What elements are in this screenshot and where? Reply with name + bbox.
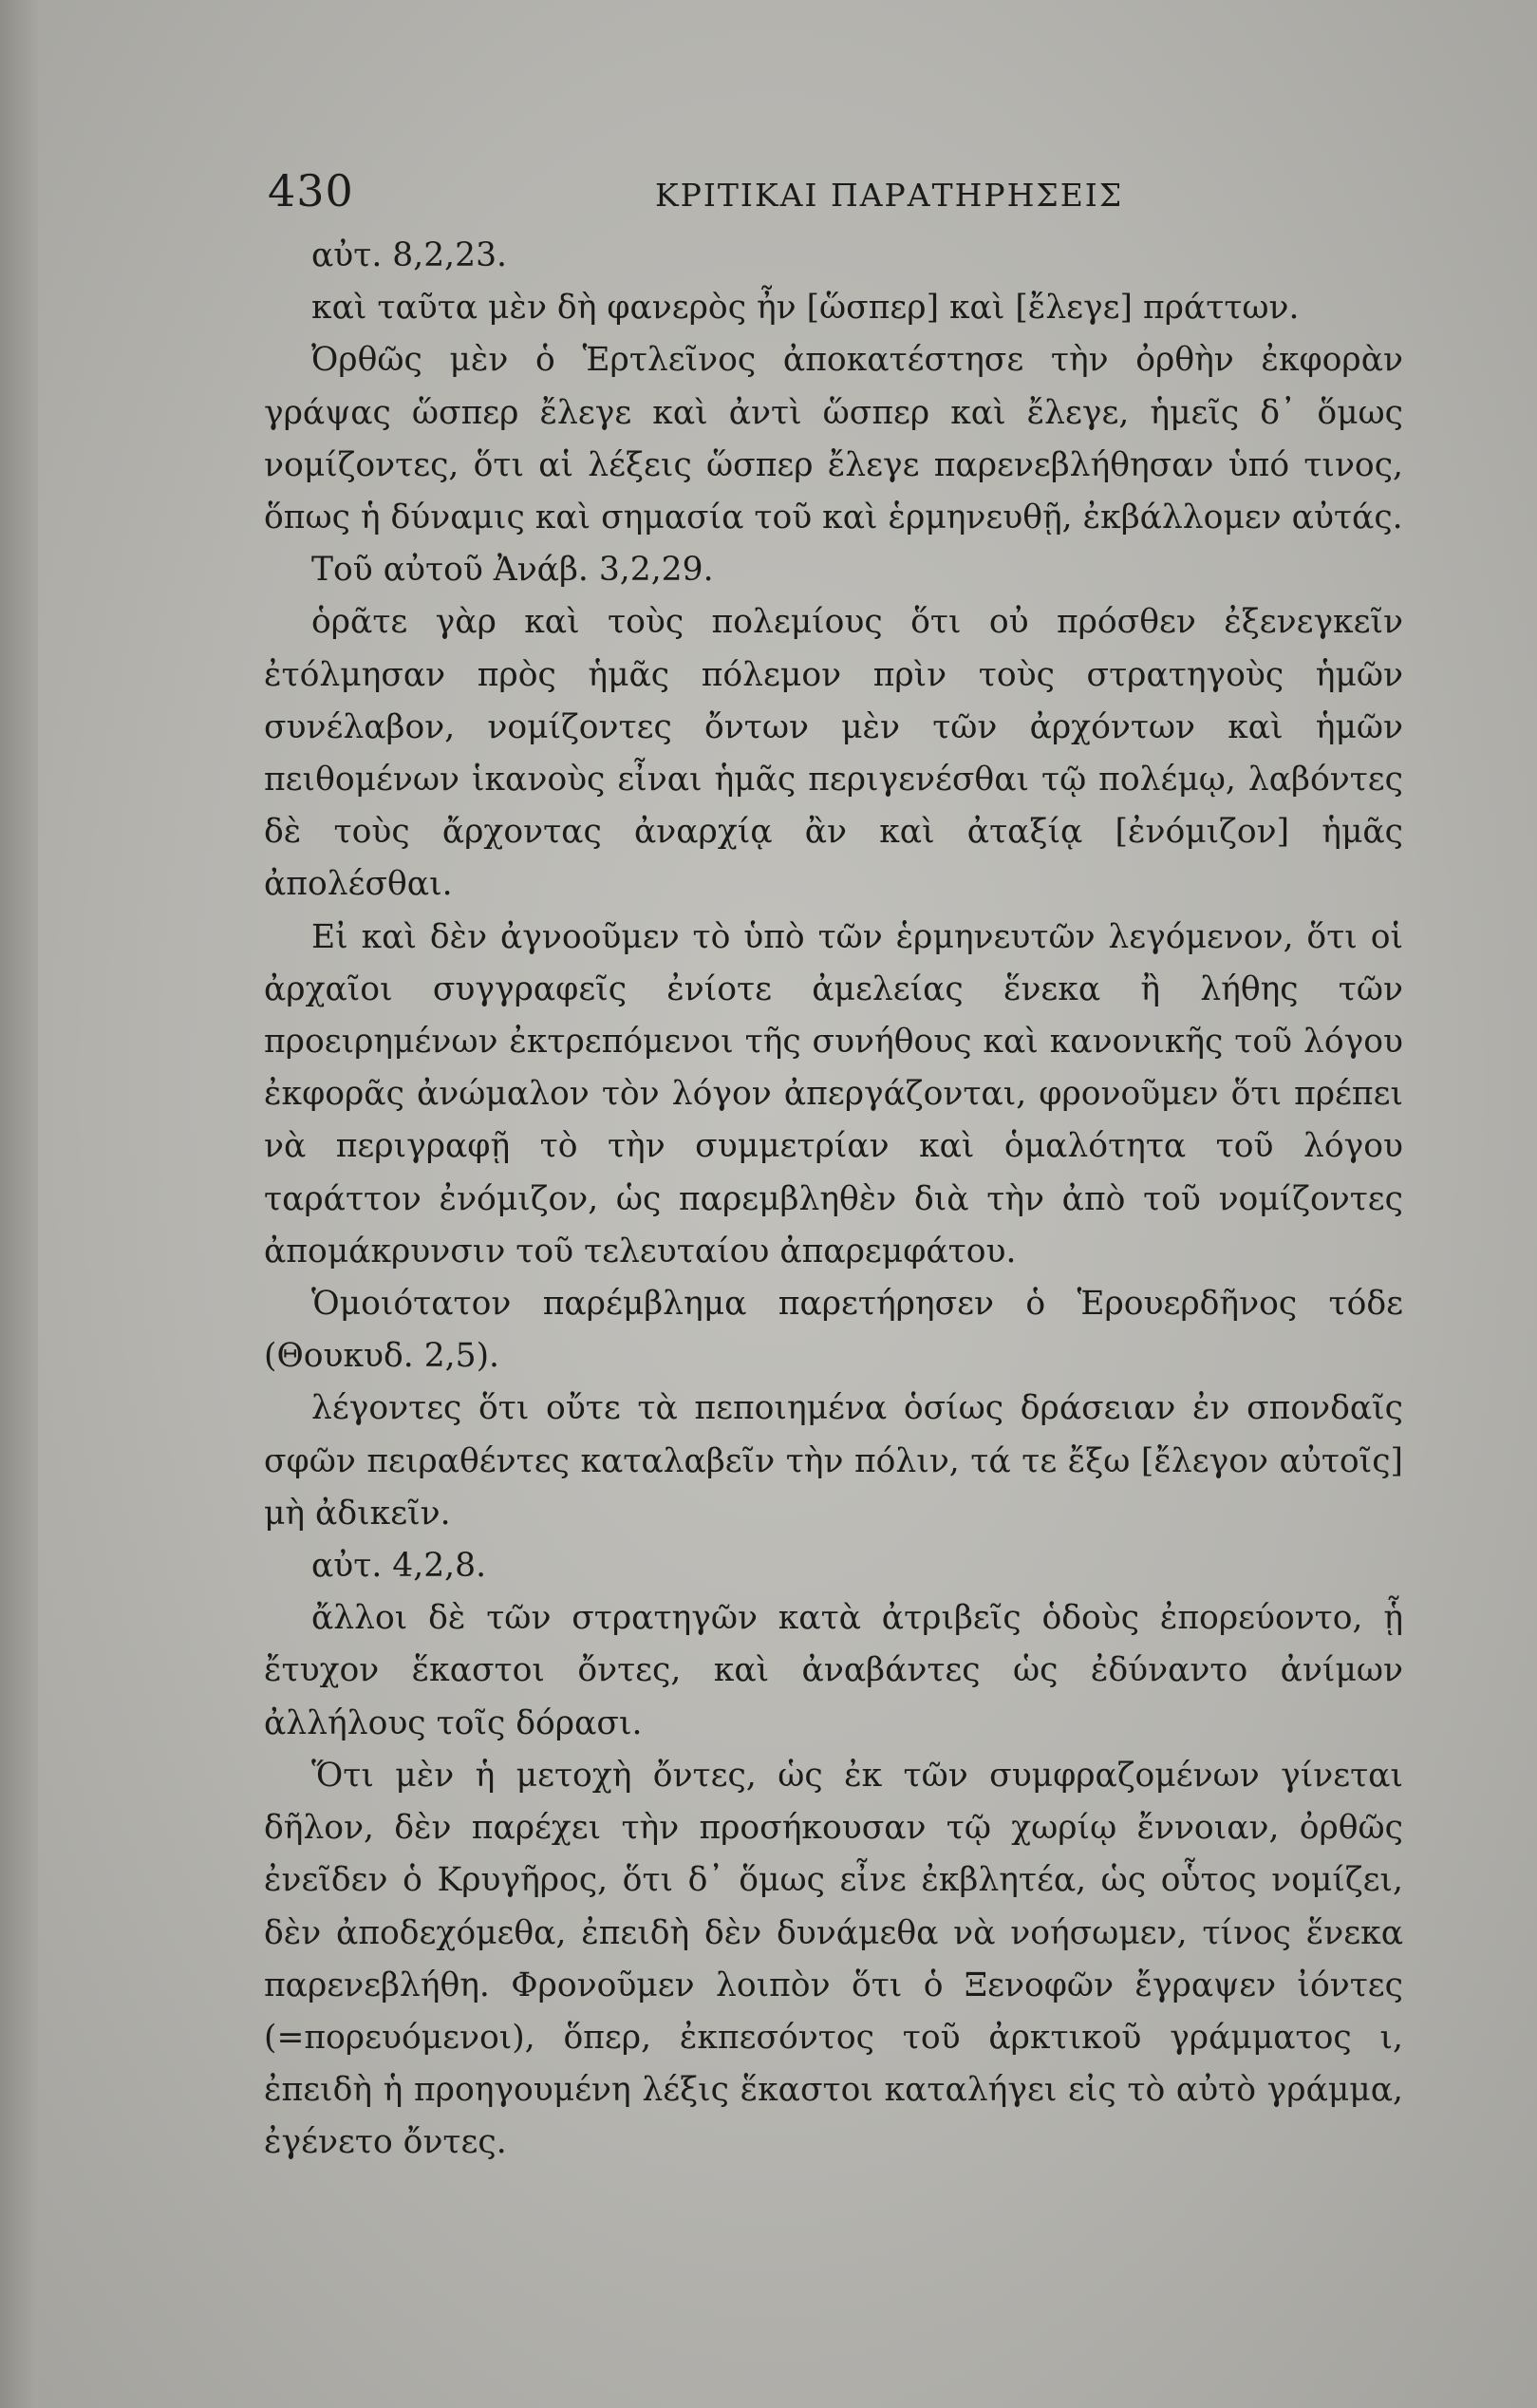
citation: αὐτ. 4,2,8. xyxy=(311,1547,487,1586)
citation: αὐτ. 8,2,23. xyxy=(311,236,507,274)
commentary-paragraph: Ὁμοιότατον παρέμβλημα παρετήρησεν ὁ Ἑρουερδῆνος τόδε (Θουκυδ. 2,5). xyxy=(264,1285,1403,1376)
page-number: 430 xyxy=(268,165,354,216)
commentary-paragraph: Ὅτι μὲν ἡ μετοχὴ ὄντες, ὡς ἐκ τῶν συμφραζομένων γίνεται δῆλον, δὲν παρέχει τὴν προσήκουσαν τῷ χωρίῳ ἔννοιαν, ὀρθῶς ἐνεῖδεν ὁ Κρυγῆρος, ὅτι δ᾽ ὅμως εἶνε ἐκβλητέα, ὡς οὗτος νομίζει, δὲν ἀποδεχόμεθα, ἐπειδὴ δὲν δυνάμεθα νὰ νοήσωμεν, τίνος ἕνεκα παρενεβλήθη. Φρονοῦμεν λοιπὸν ὅτι ὁ Ξενοφῶν ἔγραψεν ἰόντες (=πορευόμενοι), ὅπερ, ἐκπεσόντος τοῦ ἀρκτικοῦ γράμματος ι, ἐπειδὴ ἡ προηγουμένη λέξις ἕκαστοι καταλήγει εἰς τὸ αὐτὸ γράμμα, ἐγένετο ὄντες. xyxy=(264,1756,1403,2162)
page-header xyxy=(264,163,1403,230)
page-content xyxy=(264,163,1403,2170)
commentary-paragraph: Ὀρθῶς μὲν ὁ Ἑρτλεῖνος ἀποκατέστησε τὴν ὀρθὴν ἐκφορὰν γράψας ὥσπερ ἔλεγε καὶ ἀντὶ ὥσπερ καὶ ἔλεγε, ἡμεῖς δ᾽ ὅμως νομίζοντες, ὅτι αἱ λέξεις ὥσπερ ἔλεγε παρενεβλήθησαν ὑπό τινος, ὅπως ἡ δύναμις καὶ σημασία τοῦ καὶ ἑρμηνευθῇ, ἐκβάλλομεν αὐτάς. xyxy=(264,341,1403,537)
page-spine-shadow xyxy=(0,0,38,2408)
quotation: ὁρᾶτε γὰρ καὶ τοὺς πολεμίους ὅτι οὐ πρόσθεν ἐξενεγκεῖν ἐτόλμησαν πρὸς ἡμᾶς πόλεμον πρὶν τοὺς στρατηγοὺς ἡμῶν συνέλαβον, νομίζοντες ὄντων μὲν τῶν ἀρχόντων καὶ ἡμῶν πειθομένων ἱκανοὺς εἶναι ἡμᾶς περιγενέσθαι τῷ πολέμῳ, λαβόντες δὲ τοὺς ἄρχοντας ἀναρχίᾳ ἂν καὶ ἀταξίᾳ [ἐνόμιζον] ἡμᾶς ἀπολέσθαι. xyxy=(264,603,1403,904)
running-head: ΚΡΙΤΙΚΑΙ ΠΑΡΑΤΗΡΗΣΕΙΣ xyxy=(655,177,1124,214)
commentary-paragraph: Εἰ καὶ δὲν ἀγνοοῦμεν τὸ ὑπὸ τῶν ἑρμηνευτῶν λεγόμενον, ὅτι οἱ ἀρχαῖοι συγγραφεῖς ἐνίοτε ἀμελείας ἕνεκα ἢ λήθης τῶν προειρημένων ἐκτρεπόμενοι τῆς συνήθους καὶ κανονικῆς τοῦ λόγου ἐκφορᾶς ἀνώμαλον τὸν λόγον ἀπεργάζονται, φρονοῦμεν ὅτι πρέπει νὰ περιγραφῇ τὸ τὴν συμμετρίαν καὶ ὁμαλότητα τοῦ λόγου ταράττον ἐνόμιζον, ὡς παρεμβληθὲν διὰ τὴν ἀπὸ τοῦ νομίζοντες ἀπομάκρυνσιν τοῦ τελευταίου ἀπαρεμφάτου. xyxy=(264,917,1403,1270)
citation: Τοῦ αὐτοῦ Ἀνάβ. 3,2,29. xyxy=(311,551,714,590)
quotation: ἄλλοι δὲ τῶν στρατηγῶν κατὰ ἀτριβεῖς ὁδοὺς ἐπορεύοντο, ᾗ ἔτυχον ἕκαστοι ὄντες, καὶ ἀναβάντες ὡς ἐδύναντο ἀνίμων ἀλλήλους τοῖς δόρασι. xyxy=(264,1599,1403,1742)
body-text xyxy=(264,230,1403,2170)
quotation: καὶ ταῦτα μὲν δὴ φανερὸς ἦν [ὥσπερ] καὶ [ἔλεγε] πράττων. xyxy=(311,289,1300,328)
quotation: λέγοντες ὅτι οὔτε τὰ πεποιημένα ὁσίως δράσειαν ἐν σπονδαῖς σφῶν πειραθέντες καταλαβεῖν τὴν πόλιν, τά τε ἔξω [ἔλεγον αὐτοῖς] μὴ ἀδικεῖν. xyxy=(264,1389,1403,1533)
